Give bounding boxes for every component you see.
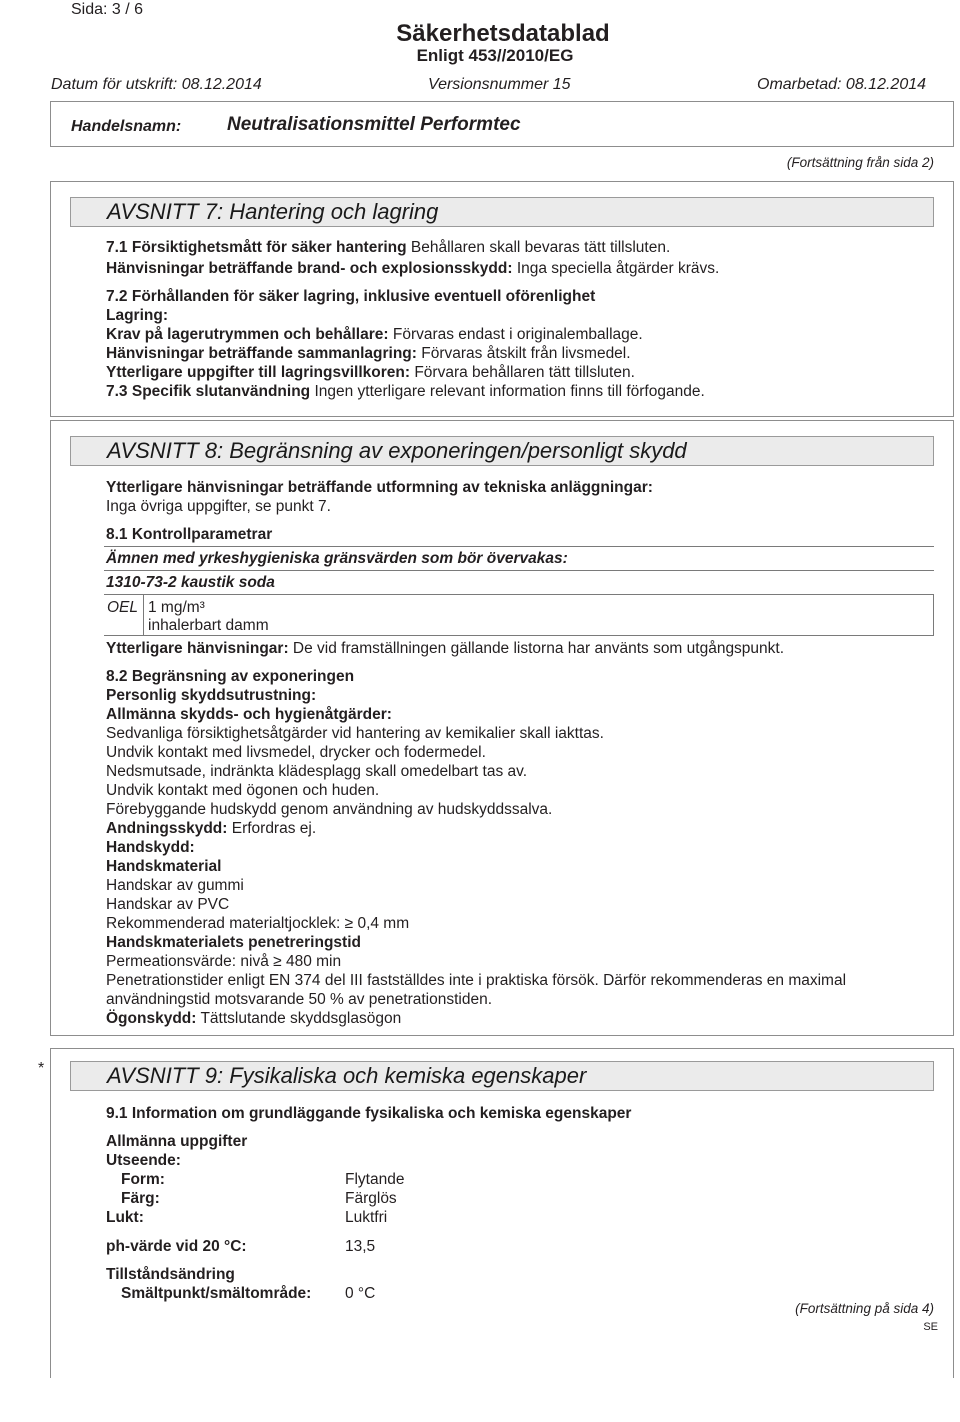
s8-eye-protection: Ögonskydd: Tättslutande skyddsglasögon: [106, 1010, 402, 1027]
revision-marker: *: [38, 1060, 45, 1077]
version-number: Versionsnummer 15: [428, 76, 571, 93]
s8-exposure-heading: 8.2 Begränsning av exponeringen: [106, 668, 355, 685]
table-rule-bottom: [104, 635, 934, 636]
s8-general-2: Undvik kontakt med livsmedel, drycker och fodermedel.: [106, 744, 486, 761]
ph-label: ph-värde vid 20 °C:: [106, 1238, 247, 1255]
section-7-bar: [70, 197, 934, 227]
odor-value: Luktfri: [345, 1209, 388, 1226]
trade-name-label: Handelsnamn:: [71, 118, 182, 135]
s8-ppe-heading: Personlig skyddsutrustning:: [106, 687, 317, 704]
oel-label: OEL: [107, 599, 139, 616]
s8-penetration-heading: Handskmaterialets penetreringstid: [106, 934, 361, 951]
s7-line-6: Hänvisningar beträffande sammanlagring: Förvaras åtskilt från livsmedel.: [106, 345, 631, 362]
s8-thickness: Rekommenderad materialtjocklek: ≥ 0,4 mm: [106, 915, 410, 932]
s9-info-heading: 9.1 Information om grundläggande fysikaliska och kemiska egenskaper: [106, 1105, 632, 1122]
s8-general-5: Förebyggande hudskydd genom användning av hudskyddssalva.: [106, 801, 553, 818]
s8-material-2: Handskar av PVC: [106, 896, 230, 913]
s8-tech-heading: Ytterligare hänvisningar beträffande utformning av tekniska anläggningar:: [106, 479, 653, 496]
s8-respiratory: Andningsskydd: Erfordras ej.: [106, 820, 317, 837]
s7-line-1: 7.1 Försiktighetsmått för säker hantering Behållaren skall bevaras tätt tillsluten.: [106, 239, 671, 256]
form-label: Form:: [121, 1171, 165, 1188]
ph-value: 13,5: [345, 1238, 376, 1255]
table-heading: Ämnen med yrkeshygieniska gränsvärden som bör övervakas:: [106, 550, 568, 567]
page-number: Sida: 3 / 6: [71, 1, 144, 18]
print-date: Datum för utskrift: 08.12.2014: [51, 76, 262, 93]
section-7-title: AVSNITT 7: Hantering och lagring: [107, 199, 439, 224]
s9-state-heading: Tillståndsändring: [106, 1266, 235, 1283]
table-rule-sub: [104, 594, 934, 595]
melting-label: Smältpunkt/smältområde:: [121, 1285, 312, 1302]
document-title: Säkerhetsdatablad: [396, 20, 610, 47]
trade-name: Neutralisationsmittel Performtec: [227, 114, 521, 135]
continued-from: (Fortsättning från sida 2): [786, 155, 934, 170]
section-8-bar: [70, 436, 934, 466]
s8-general-heading: Allmänna skydds- och hygienåtgärder:: [106, 706, 392, 723]
s8-general-1: Sedvanliga försiktighetsåtgärder vid hantering av kemikalier skall iakttas.: [106, 725, 604, 742]
continued-on: (Fortsättning på sida 4): [795, 1301, 934, 1316]
table-rule-mid: [104, 570, 934, 571]
s7-line-8: 7.3 Specifik slutanvändning Ingen ytterligare relevant information finns till förfogande.: [106, 383, 705, 400]
color-label: Färg:: [121, 1190, 160, 1207]
s7-line-2: Hänvisningar beträffande brand- och explosionsskydd: Inga speciella åtgärder krävs.: [106, 260, 720, 277]
oel-value: 1 mg/m³: [148, 599, 205, 616]
s7-line-7: Ytterligare uppgifter till lagringsvillkoren: Förvara behållaren tätt tillsluten.: [106, 364, 635, 381]
s7-line-4: Lagring:: [106, 307, 168, 324]
s8-hand-heading: Handskydd:: [106, 839, 195, 856]
substance-name: 1310-73-2 kaustik soda: [106, 574, 275, 591]
oel-note: inhalerbart damm: [148, 617, 269, 634]
s8-tech-text: Inga övriga uppgifter, se punkt 7.: [106, 498, 331, 515]
table-divider: [143, 595, 144, 635]
document-subtitle: Enligt 453//2010/EG: [416, 46, 574, 65]
s8-penetration-2: användningstid motsvarande 50 % av penetrationstiden.: [106, 991, 493, 1008]
s8-more-info: Ytterligare hänvisningar: De vid framställningen gällande listorna har använts som utgångspunkt.: [106, 640, 785, 657]
table-rule-top: [104, 546, 934, 547]
s8-general-3: Nedsmutsade, indränkta klädesplagg skall omedelbart tas av.: [106, 763, 528, 780]
section-8-title: AVSNITT 8: Begränsning av exponeringen/personligt skydd: [107, 438, 687, 463]
s8-permeation: Permeationsvärde: nivå ≥ 480 min: [106, 953, 342, 970]
table-right-edge: [933, 595, 934, 635]
revised-date: Omarbetad: 08.12.2014: [757, 76, 927, 93]
section-9-bar: [70, 1061, 934, 1091]
section-9-title: AVSNITT 9: Fysikaliska och kemiska egenskaper: [107, 1063, 587, 1088]
s9-appearance-heading: Utseende:: [106, 1152, 181, 1169]
s9-general-heading: Allmänna uppgifter: [106, 1133, 248, 1150]
odor-label: Lukt:: [106, 1209, 144, 1226]
s7-line-3: 7.2 Förhållanden för säker lagring, inklusive eventuell oförenlighet: [106, 288, 596, 305]
section-9-frame: [50, 1048, 954, 1378]
trade-name-box: [50, 101, 954, 147]
form-value: Flytande: [345, 1171, 405, 1188]
s8-material-1: Handskar av gummi: [106, 877, 244, 894]
melting-value: 0 °C: [345, 1285, 376, 1302]
s8-control-heading: 8.1 Kontrollparametrar: [106, 526, 273, 543]
language-code: SE: [923, 1321, 938, 1333]
s7-line-5: Krav på lagerutrymmen och behållare: Förvaras endast i originalemballage.: [106, 326, 643, 343]
s8-material-heading: Handskmaterial: [106, 858, 222, 875]
color-value: Färglös: [345, 1190, 397, 1207]
s8-penetration-1: Penetrationstider enligt EN 374 del III fastställdes inte i praktiska försök. Därför rekommenderas en maximal: [106, 972, 847, 989]
s8-general-4: Undvik kontakt med ögonen och huden.: [106, 782, 380, 799]
